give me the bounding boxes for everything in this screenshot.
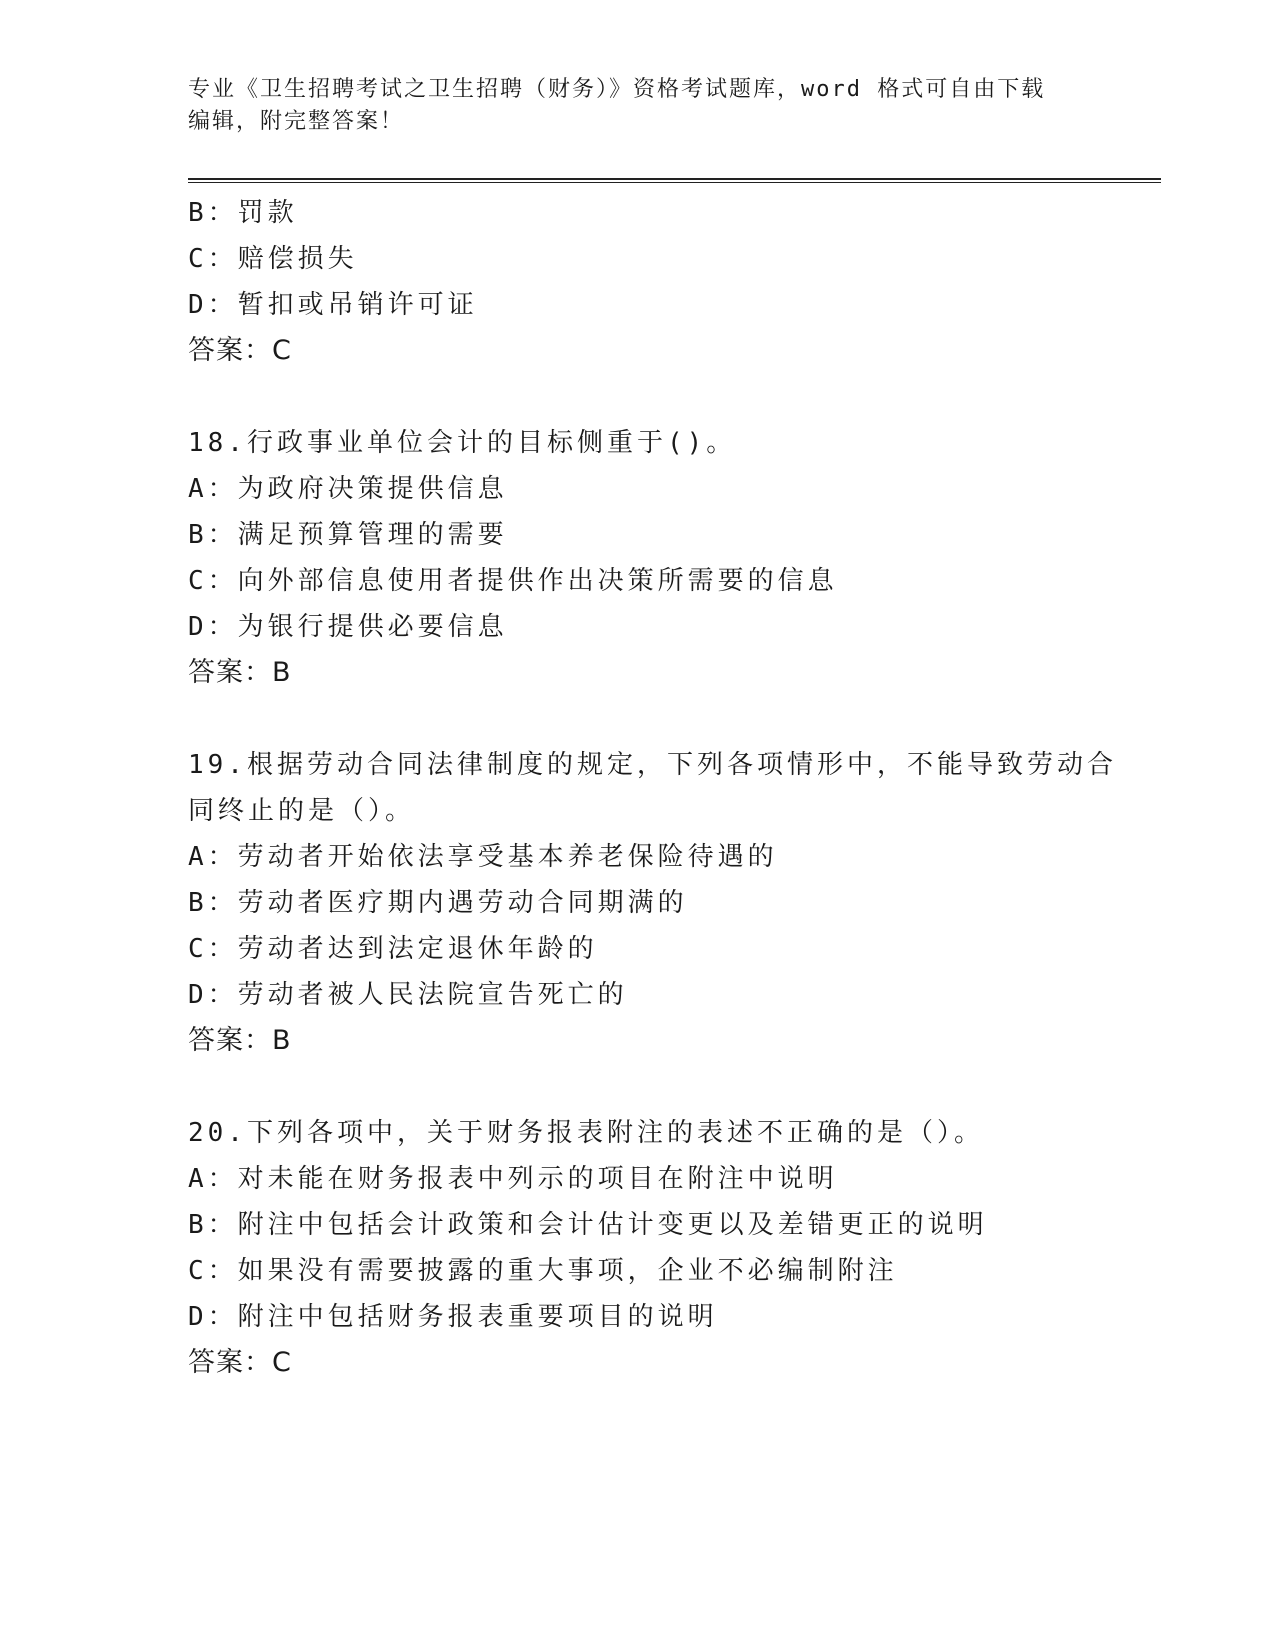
option-c: C：如果没有需要披露的重大事项，企业不必编制附注 xyxy=(188,1256,898,1286)
question-17-tail xyxy=(188,190,1148,374)
option-a: A：劳动者开始依法享受基本养老保险待遇的 xyxy=(188,842,778,872)
question-content xyxy=(188,190,1148,1386)
question-18 xyxy=(188,420,1148,696)
header-line-2: 编辑，附完整答案！ xyxy=(188,109,405,134)
question-stem: 18.行政事业单位会计的目标侧重于()。 xyxy=(188,428,737,458)
question-20 xyxy=(188,1110,1148,1386)
option-b: B：劳动者医疗期内遇劳动合同期满的 xyxy=(188,888,688,918)
answer-text: 答案：B xyxy=(188,1025,292,1056)
question-stem: 20.下列各项中，关于财务报表附注的表述不正确的是（）。 xyxy=(188,1118,984,1148)
answer-text: 答案：C xyxy=(188,335,292,366)
option-c: C：赔偿损失 xyxy=(188,244,358,274)
header-divider xyxy=(188,178,1161,183)
option-d: D：为银行提供必要信息 xyxy=(188,612,508,642)
question-19 xyxy=(188,742,1148,1064)
option-b: B：附注中包括会计政策和会计估计变更以及差错更正的说明 xyxy=(188,1210,988,1240)
question-stem-line-1: 19.根据劳动合同法律制度的规定，下列各项情形中，不能导致劳动合 xyxy=(188,750,1117,780)
option-d: D：劳动者被人民法院宣告死亡的 xyxy=(188,980,628,1010)
option-d: D：附注中包括财务报表重要项目的说明 xyxy=(188,1302,718,1332)
option-a: A：对未能在财务报表中列示的项目在附注中说明 xyxy=(188,1164,838,1194)
header-line-1: 专业《卫生招聘考试之卫生招聘（财务）》资格考试题库，word 格式可自由下载 xyxy=(188,77,1046,102)
page-header xyxy=(188,74,1088,138)
option-a: A：为政府决策提供信息 xyxy=(188,474,508,504)
answer-text: 答案：B xyxy=(188,657,292,688)
option-d: D：暂扣或吊销许可证 xyxy=(188,290,478,320)
option-c: C：向外部信息使用者提供作出决策所需要的信息 xyxy=(188,566,838,596)
option-c: C：劳动者达到法定退休年龄的 xyxy=(188,934,598,964)
question-stem-line-2: 同终止的是（）。 xyxy=(188,796,416,826)
option-b: B：罚款 xyxy=(188,198,298,228)
answer-text: 答案：C xyxy=(188,1347,292,1378)
option-b: B：满足预算管理的需要 xyxy=(188,520,508,550)
